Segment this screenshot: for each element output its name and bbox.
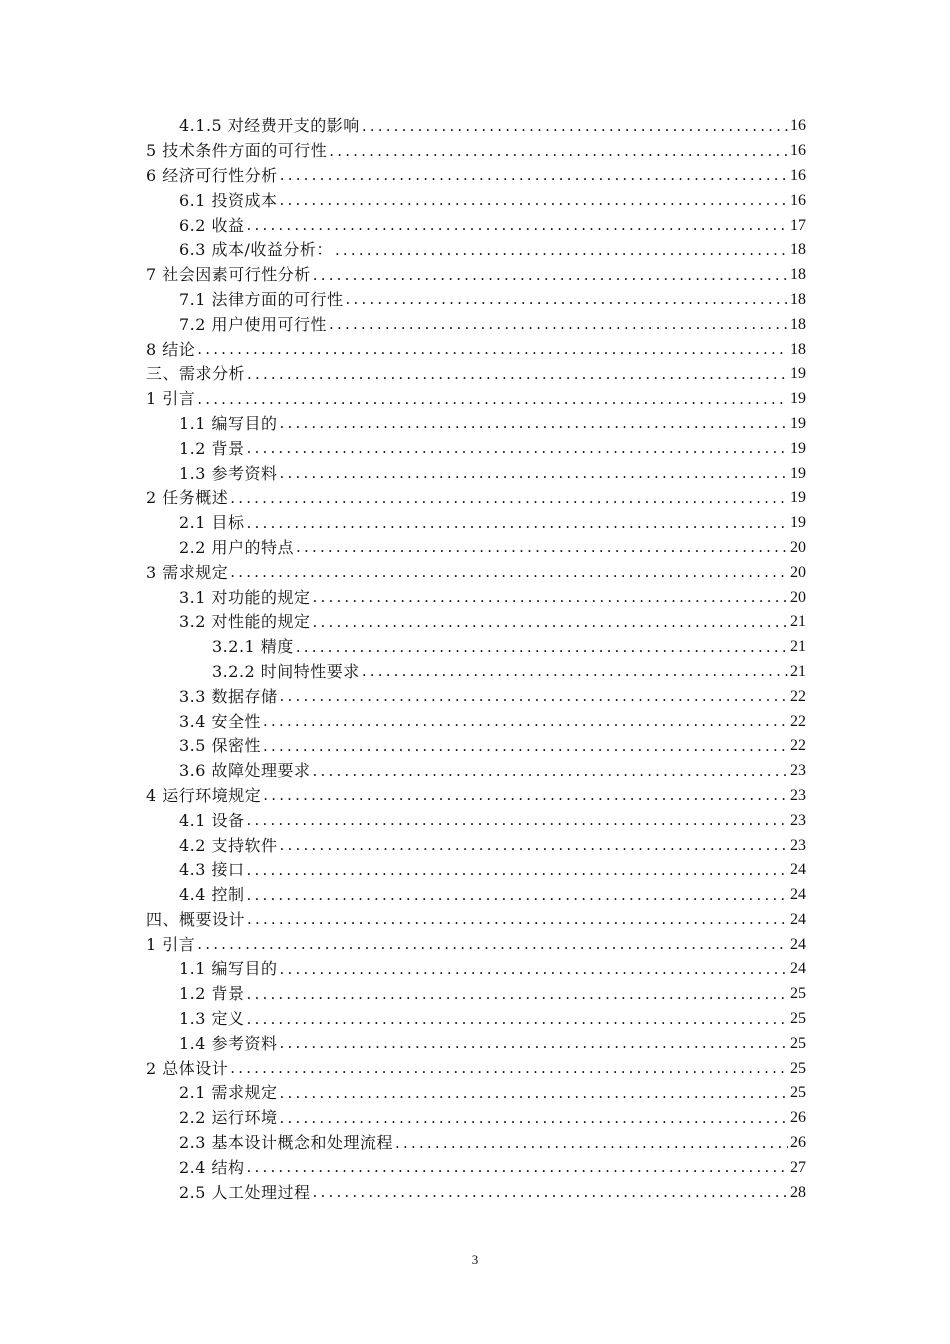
toc-entry-title: 2.1 目标: [179, 513, 245, 533]
toc-dot-leader: [313, 590, 788, 605]
toc-entry[interactable]: [146, 560, 806, 585]
toc-entry-title: 2.2 运行环境: [179, 1108, 278, 1128]
toc-dot-leader: [296, 540, 788, 555]
toc-entry[interactable]: [146, 610, 806, 635]
toc-entry-title: 四、概要设计: [146, 909, 246, 929]
toc-dot-leader: [313, 615, 788, 630]
toc-entry-page: 20: [790, 538, 806, 556]
toc-entry-page: 16: [790, 191, 806, 209]
toc-entry-page: 16: [790, 117, 806, 135]
toc-dot-leader: [362, 119, 788, 134]
toc-dot-leader: [230, 1061, 788, 1076]
toc-entry-title: 4.4 控制: [179, 885, 245, 905]
toc-dot-leader: [247, 367, 788, 382]
toc-entry-title: 3.5 保密性: [179, 736, 262, 756]
toc-entry[interactable]: [146, 1007, 806, 1032]
toc-dot-leader: [280, 689, 788, 704]
toc-entry[interactable]: [146, 982, 806, 1007]
toc-entry-page: 24: [790, 935, 806, 953]
toc-entry-title: 6.1 投资成本: [179, 190, 278, 210]
toc-entry-title: 1.4 参考资料: [179, 1033, 278, 1053]
toc-entry-page: 16: [790, 166, 806, 184]
toc-entry-title: 2 总体设计: [146, 1058, 229, 1078]
toc-entry[interactable]: [146, 486, 806, 511]
toc-dot-leader: [280, 1111, 788, 1126]
toc-dot-leader: [263, 714, 788, 729]
toc-entry-page: 17: [790, 216, 806, 234]
toc-dot-leader: [329, 317, 788, 332]
toc-entry-page: 25: [790, 1084, 806, 1102]
toc-entry-page: 26: [790, 1109, 806, 1127]
toc-entry-title: 7.1 法律方面的可行性: [179, 289, 344, 309]
toc-entry[interactable]: [146, 1081, 806, 1106]
toc-entry[interactable]: [146, 362, 806, 387]
toc-entry[interactable]: [146, 635, 806, 660]
toc-entry[interactable]: [146, 759, 806, 784]
toc-entry[interactable]: [146, 1155, 806, 1180]
toc-entry-page: 21: [790, 613, 806, 631]
toc-entry[interactable]: [146, 238, 806, 263]
toc-dot-leader: [247, 218, 788, 233]
toc-entry[interactable]: [146, 1031, 806, 1056]
toc-dot-leader: [247, 1160, 788, 1175]
toc-dot-leader: [313, 764, 788, 779]
toc-entry[interactable]: [146, 164, 806, 189]
toc-entry-page: 18: [790, 340, 806, 358]
toc-dot-leader: [197, 937, 788, 952]
toc-entry-page: 28: [790, 1183, 806, 1201]
toc-dot-leader: [230, 491, 788, 506]
toc-entry[interactable]: [146, 833, 806, 858]
toc-entry-page: 22: [790, 737, 806, 755]
toc-entry-title: 1.3 定义: [179, 1009, 245, 1029]
toc-entry-page: 19: [790, 365, 806, 383]
toc-entry-title: 1.1 编写目的: [179, 959, 278, 979]
toc-entry-title: 4.1.5 对经费开支的影响: [179, 116, 360, 136]
toc-entry-page: 19: [790, 439, 806, 457]
toc-entry[interactable]: [146, 461, 806, 486]
toc-entry-title: 3.1 对功能的规定: [179, 587, 311, 607]
toc-dot-leader: [280, 838, 788, 853]
toc-entry-title: 3.3 数据存储: [179, 686, 278, 706]
toc-entry[interactable]: [146, 709, 806, 734]
toc-entry[interactable]: [146, 1131, 806, 1156]
toc-entry-page: 24: [790, 910, 806, 928]
toc-dot-leader: [280, 1036, 788, 1051]
toc-entry[interactable]: [146, 114, 806, 139]
toc-entry[interactable]: [146, 808, 806, 833]
toc-entry-page: 27: [790, 1158, 806, 1176]
toc-dot-leader: [263, 739, 788, 754]
toc-dot-leader: [329, 144, 788, 159]
toc-entry-title: 1 引言: [146, 389, 196, 409]
toc-entry-title: 1 引言: [146, 934, 196, 954]
toc-entry-page: 19: [790, 489, 806, 507]
toc-entry-title: 7 社会因素可行性分析: [146, 265, 311, 285]
toc-dot-leader: [247, 863, 788, 878]
toc-entry-title: 4.2 支持软件: [179, 835, 278, 855]
toc-entry-page: 20: [790, 588, 806, 606]
toc-dot-leader: [395, 1136, 788, 1151]
toc-entry[interactable]: [146, 312, 806, 337]
toc-dot-leader: [313, 268, 788, 283]
page-number: 3: [471, 1252, 479, 1267]
toc-entry[interactable]: [146, 858, 806, 883]
toc-dot-leader: [230, 565, 788, 580]
toc-entry-title: 6 经济可行性分析: [146, 165, 278, 185]
toc-entry[interactable]: [146, 288, 806, 313]
toc-entry-page: 19: [790, 464, 806, 482]
toc-entry-page: 22: [790, 687, 806, 705]
toc-entry[interactable]: [146, 387, 806, 412]
toc-dot-leader: [247, 888, 788, 903]
toc-dot-leader: [280, 193, 788, 208]
toc-entry[interactable]: [146, 536, 806, 561]
toc-entry-page: 21: [790, 662, 806, 680]
toc-entry-page: 19: [790, 514, 806, 532]
toc-entry-title: 5 技术条件方面的可行性: [146, 141, 328, 161]
toc-dot-leader: [313, 1185, 788, 1200]
toc-entry-title: 3 需求规定: [146, 562, 229, 582]
toc-entry[interactable]: [146, 263, 806, 288]
toc-dot-leader: [247, 441, 788, 456]
toc-entry-page: 23: [790, 836, 806, 854]
toc-dot-leader: [247, 1012, 788, 1027]
toc-dot-leader: [280, 168, 788, 183]
toc-dot-leader: [280, 416, 788, 431]
toc-entry[interactable]: [146, 337, 806, 362]
toc-entry[interactable]: [146, 585, 806, 610]
toc-entry-title: 2.1 需求规定: [179, 1083, 278, 1103]
toc-entry-page: 25: [790, 985, 806, 1003]
toc-entry-page: 25: [790, 1059, 806, 1077]
toc-entry[interactable]: [146, 684, 806, 709]
toc-entry-page: 23: [790, 762, 806, 780]
toc-entry-page: 23: [790, 811, 806, 829]
toc-entry-page: 21: [790, 638, 806, 656]
toc-entry-title: 3.4 安全性: [179, 711, 262, 731]
toc-entry-page: 18: [790, 241, 806, 259]
toc-dot-leader: [197, 342, 788, 357]
toc-dot-leader: [263, 788, 788, 803]
toc-dot-leader: [335, 243, 788, 258]
toc-entry[interactable]: [146, 139, 806, 164]
toc-entry[interactable]: [146, 1106, 806, 1131]
toc-entry-page: 23: [790, 786, 806, 804]
toc-entry-title: 2 任务概述: [146, 488, 229, 508]
toc-entry-page: 19: [790, 414, 806, 432]
toc-dot-leader: [247, 912, 788, 927]
toc-dot-leader: [296, 640, 788, 655]
toc-entry-page: 18: [790, 290, 806, 308]
toc-entry-page: 25: [790, 1010, 806, 1028]
toc-entry-page: 16: [790, 142, 806, 160]
toc-entry-page: 24: [790, 960, 806, 978]
toc-dot-leader: [247, 516, 788, 531]
toc-entry-title: 2.4 结构: [179, 1157, 245, 1177]
toc-entry-page: 18: [790, 315, 806, 333]
toc-entry-title: 4.3 接口: [179, 860, 245, 880]
toc-entry-title: 1.2 背景: [179, 984, 245, 1004]
toc-entry-title: 2.3 基本设计概念和处理流程: [179, 1133, 394, 1153]
toc-entry-title: 6.3 成本/收益分析：: [179, 240, 333, 260]
toc-dot-leader: [346, 292, 788, 307]
toc-entry[interactable]: [146, 412, 806, 437]
toc-entry-title: 2.2 用户的特点: [179, 537, 295, 557]
toc-dot-leader: [197, 392, 788, 407]
toc-dot-leader: [280, 1086, 788, 1101]
toc-entry-page: 24: [790, 886, 806, 904]
toc-dot-leader: [247, 813, 788, 828]
toc-entry[interactable]: [146, 436, 806, 461]
toc-entry[interactable]: [146, 1056, 806, 1081]
toc-entry-page: 22: [790, 712, 806, 730]
toc-entry-title: 8 结论: [146, 339, 196, 359]
toc-entry-title: 3.6 故障处理要求: [179, 761, 311, 781]
toc-entry[interactable]: [146, 188, 806, 213]
toc-entry-title: 6.2 收益: [179, 215, 245, 235]
toc-entry[interactable]: [146, 932, 806, 957]
toc-entry-page: 18: [790, 266, 806, 284]
toc-entry-page: 20: [790, 563, 806, 581]
toc-entry-page: 26: [790, 1134, 806, 1152]
toc-entry[interactable]: [146, 511, 806, 536]
toc-entry[interactable]: [146, 957, 806, 982]
toc-dot-leader: [247, 987, 788, 1002]
toc-entry-title: 1.2 背景: [179, 438, 245, 458]
toc-entry-page: 25: [790, 1034, 806, 1052]
toc-entry[interactable]: [146, 883, 806, 908]
toc-entry-page: 19: [790, 390, 806, 408]
toc-entry[interactable]: [146, 784, 806, 809]
table-of-contents: [146, 114, 806, 1205]
toc-entry[interactable]: [146, 1180, 806, 1205]
toc-dot-leader: [362, 664, 788, 679]
toc-dot-leader: [280, 466, 788, 481]
toc-entry[interactable]: [146, 213, 806, 238]
toc-entry-title: 3.2.2 时间特性要求: [212, 661, 360, 681]
toc-entry-page: 24: [790, 861, 806, 879]
toc-dot-leader: [280, 962, 788, 977]
toc-entry-title: 4 运行环境规定: [146, 785, 262, 805]
toc-entry[interactable]: [146, 908, 806, 933]
toc-entry-title: 3.2 对性能的规定: [179, 612, 311, 632]
toc-entry-title: 4.1 设备: [179, 810, 245, 830]
toc-entry-title: 1.3 参考资料: [179, 463, 278, 483]
toc-entry-title: 2.5 人工处理过程: [179, 1182, 311, 1202]
toc-entry-title: 1.1 编写目的: [179, 413, 278, 433]
toc-entry-title: 3.2.1 精度: [212, 637, 294, 657]
toc-entry-title: 三、需求分析: [146, 364, 246, 384]
toc-entry[interactable]: [146, 660, 806, 685]
toc-entry-title: 7.2 用户使用可行性: [179, 314, 328, 334]
toc-entry[interactable]: [146, 734, 806, 759]
